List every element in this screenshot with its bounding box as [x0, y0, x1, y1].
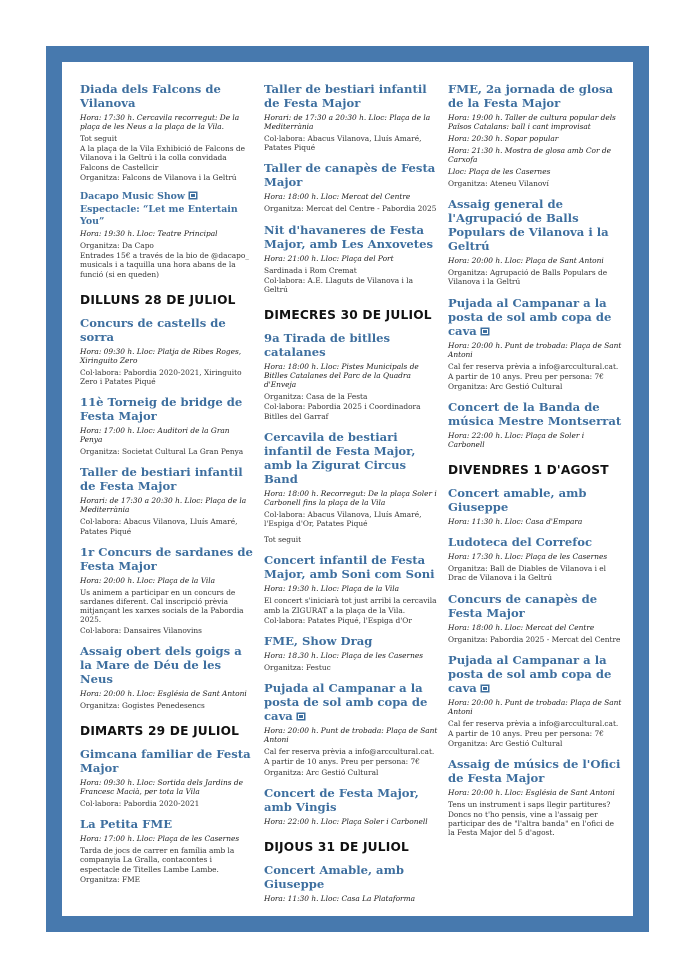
event-desc: Tot seguit — [264, 535, 302, 545]
event-desc: A partir de 10 anys. Preu per persona: 7€ — [448, 729, 604, 739]
event-title: Cercavila de bestiari infantil de Festa Major, amb la Zigurat Circus Band — [264, 429, 416, 486]
event-title-text: Pujada al Campanar a la posta de sol amb copa de cava — [264, 681, 428, 724]
event-title-text: Pujada al Campanar a la posta de sol amb copa de cava — [448, 295, 612, 338]
event-desc: Sardinada i Rom Cremat — [264, 265, 357, 275]
event-desc: Col·labora: Pabordia 2020-2021, Xiringuito Zero i Patates Piqué — [80, 367, 242, 387]
ticket-icon — [480, 684, 490, 693]
column-1 — [80, 82, 254, 893]
event — [448, 653, 622, 749]
event — [80, 465, 254, 535]
event-time: Hora: 18:00 h. Lloc: Pistes Municipals de Bitlles Catalanes del Parc de la Quadra d'Enveja — [264, 362, 419, 390]
event-desc: Cal fer reserva prèvia a info@arccultural.cat. — [448, 718, 619, 728]
event — [448, 82, 622, 188]
event-desc: Organitza: Pabordia 2025 - Mercat del Centre — [448, 634, 621, 644]
day-heading: DIMECRES 30 DE JULIOL — [264, 308, 432, 323]
event-time: Hora: 11:30 h. Lloc: Casa d'Empara — [448, 517, 583, 527]
event-title: Concurs de canapès de Festa Major — [448, 591, 598, 620]
event — [264, 430, 438, 545]
event-desc: A partir de 10 anys. Preu per persona: 7€ — [264, 757, 420, 767]
event-desc: Organitza: Societat Cultural La Gran Penya — [80, 447, 244, 457]
event-time: Hora: 18:00 h. Lloc: Mercat del Centre — [264, 192, 411, 202]
event-desc: Organitza: Gogistes Penedesencs — [80, 700, 205, 710]
event — [264, 553, 438, 625]
event-desc: Organitza: Da Capo — [80, 241, 154, 251]
event-time: Hora: 09:30 h. Lloc: Sortida dels Jardins de Francesc Macià, per tota la Vila — [80, 778, 243, 797]
event — [264, 681, 438, 777]
column-3 — [448, 82, 622, 846]
event — [264, 161, 438, 213]
event-time: Hora: 20:00 h. Lloc: Església de Sant Antoni — [80, 688, 247, 698]
event-time: Hora: 18:00 h. Recorregut: De la plaça Soler i Carbonell fins la plaça de la Vila — [264, 488, 437, 507]
column-2 — [264, 82, 438, 912]
event-desc: Tens un instrument i saps llegir partitures? Doncs no t'ho pensis, vine a l'assaig per participar des de "l'altra banda" en l'ofici de la Festa Major del 5 d'agost. — [448, 800, 615, 838]
event-time: Hora: 09:30 h. Lloc: Platja de Ribes Roges, Xiringuito Zero — [80, 346, 242, 365]
event-title: Concert Amable, amb Giuseppe — [264, 862, 404, 891]
event-desc: Tot seguit — [80, 134, 118, 143]
event-desc: Organitza: FME — [80, 874, 141, 884]
event-title: Diada dels Falcons de Vilanova — [80, 82, 221, 110]
event-desc: Col·labora: Dansaires Vilanovins — [80, 625, 202, 635]
event-desc: Col·labora: Abacus Vilanova, Lluís Amaré, Patates Piqué — [80, 517, 238, 536]
event-time: Hora: 22:00 h. Lloc: Plaça de Soler i Carbonell — [448, 431, 585, 450]
event-time: Hora: 20:00 h. Lloc: Església de Sant Antoni — [448, 788, 615, 798]
event-title: FME, Show Drag — [264, 634, 373, 649]
event-time: Hora: 17:30 h. Lloc: Plaça de les Casernes — [448, 552, 608, 562]
event-title: Assaig general de l'Agrupació de Balls Populars de Vilanova i la Geltrú — [448, 197, 609, 254]
event — [448, 757, 622, 837]
event-desc: Col·labora: Abacus Vilanova, Lluís Amaré, Patates Piqué — [264, 134, 422, 153]
event — [448, 592, 622, 644]
event-time: Hora: 17:30 h. Cercavila recorregut: De la plaça de les Neus a la plaça de la Vila. — [80, 113, 240, 131]
ticket-icon — [188, 191, 198, 200]
event-time: Hora: 20:00 h. Punt de trobada: Plaça de Sant Antoni — [448, 340, 622, 359]
event-time: Hora: 18.30 h. Lloc: Plaça de les Casernes — [264, 651, 423, 661]
event-desc: Us animem a participar en un concurs de sardanes diferent. Cal inscripció prèvia mitjançant les xarxes socials de la Pabordia 2025. — [80, 587, 244, 625]
page-frame — [46, 46, 649, 932]
event-title: La Petita FME — [80, 817, 173, 832]
event-title — [80, 191, 254, 203]
event-title: 9a Tirada de bitlles catalanes — [264, 331, 391, 360]
event — [264, 82, 438, 152]
event-title: 1r Concurs de sardanes de Festa Major — [80, 544, 253, 573]
event-title: Taller de bestiari infantil de Festa Major — [264, 82, 427, 110]
event-title — [264, 681, 438, 723]
event-desc: Cal fer reserva prèvia a info@arccultural.cat. — [448, 361, 619, 371]
event-time: Hora: 17:00 h. Lloc: Auditori de la Gran Penya — [80, 426, 230, 445]
event-time: Hora: 21:30 h. Mostra de glosa amb Cor de Carxofa — [448, 146, 611, 164]
event-time: Hora: 19:30 h. Lloc: Teatre Principal — [80, 229, 218, 239]
event-desc: Organitza: Arc Gestió Cultural — [448, 382, 563, 392]
day-heading: DIVENDRES 1 D'AGOST — [448, 463, 609, 478]
event-desc: Organitza: Festuc — [264, 663, 331, 673]
event — [80, 817, 254, 884]
event — [80, 747, 254, 808]
event-desc: Organitza: Arc Gestió Cultural — [448, 739, 563, 749]
day-heading: DIJOUS 31 DE JULIOL — [264, 839, 410, 854]
event — [264, 634, 438, 672]
event-time: Hora: 19:00 h. Taller de cultura popular dels Països Catalans: ball i cant improvisat — [448, 113, 616, 131]
event — [448, 197, 622, 286]
day-heading: DIMARTS 29 DE JULIOL — [80, 724, 240, 739]
ticket-icon — [296, 712, 306, 721]
event-desc: Col·labora: Abacus Vilanova, Lluís Amaré, l'Espiga d'Or, Patates Piqué — [264, 509, 422, 529]
event-time: Hora: 20:00 h. Punt de trobada: Plaça de Sant Antoni — [448, 697, 622, 716]
event-title: Concert de Festa Major, amb Vingis — [264, 785, 419, 814]
event-desc: Entrades 15€ a través de la bio de @dacapo_ musicals i a taquilla una hora abans de la funció (si en queden) — [80, 251, 249, 279]
event — [80, 644, 254, 710]
event-title: Taller de bestiari infantil de Festa Major — [80, 465, 243, 494]
event-title: Nit d'havaneres de Festa Major, amb Les Anxovetes — [264, 222, 434, 251]
event-title-line: Dacapo Music Show — [80, 191, 185, 203]
event-desc: El concert s'iniciarà tot just arribi la cercavila amb la ZIGURAT a la plaça de la Vila. — [264, 596, 437, 615]
event-time: Hora: 20:00 h. Lloc: Plaça de Sant Antoni — [448, 256, 604, 266]
event-desc: Col·labora: Pabordia 2025 i Coordinadora Bitlles del Garraf — [264, 402, 421, 421]
event-title: Concert de la Banda de música Mestre Montserrat — [448, 400, 622, 429]
event — [448, 400, 622, 449]
event — [448, 535, 622, 582]
event-time: Hora: 20:00 h. Punt de trobada: Plaça de Sant Antoni — [264, 726, 438, 745]
event-time: Horari: de 17:30 a 20:30 h. Lloc: Plaça de la Mediterrània — [80, 496, 247, 515]
event — [264, 786, 438, 826]
event-title — [448, 296, 622, 338]
event-time: Horari: de 17:30 a 20:30 h. Lloc: Plaça de la Mediterrània — [264, 113, 431, 131]
event — [80, 395, 254, 456]
event — [80, 191, 254, 279]
event-time: Hora: 18:00 h. Lloc: Mercat del Centre — [448, 622, 595, 632]
event-desc: Organitza: Ateneu Vilanoví — [448, 179, 549, 188]
event-title: Assaig obert dels goigs a la Mare de Déu de les Neus — [80, 643, 242, 686]
event-title: Ludoteca del Correfoc — [448, 535, 593, 550]
day-heading: DILLUNS 28 DE JULIOL — [80, 292, 236, 307]
event-title — [448, 653, 622, 695]
event-desc: Organitza: Casa de la Festa — [264, 392, 368, 402]
event — [80, 545, 254, 635]
event-title: Concurs de castells de sorra — [80, 315, 226, 344]
event-title: Concert amable, amb Giuseppe — [448, 486, 587, 515]
event-desc: Organitza: Falcons de Vilanova i la Geltrú — [80, 172, 237, 182]
event-desc: Organitza: Agrupació de Balls Populars de Vilanova i la Geltrú — [448, 268, 608, 287]
event-desc: Col·labora: Pabordia 2020-2021 — [80, 799, 200, 809]
event-desc: Organitza: Mercat del Centre - Pabordia 2025 — [264, 204, 437, 214]
ticket-icon — [480, 327, 490, 336]
event-desc: A partir de 10 anys. Preu per persona: 7€ — [448, 371, 604, 381]
event — [448, 296, 622, 392]
event-time: Hora: 21:00 h. Lloc: Plaça del Port — [264, 253, 394, 263]
event-title-text: Pujada al Campanar a la posta de sol amb copa de cava — [448, 652, 612, 695]
event — [80, 316, 254, 386]
event-desc: Col·labora: Patates Piqué, l'Espiga d'Or — [264, 615, 412, 625]
event-desc: Cal fer reserva prèvia a info@arccultural.cat. — [264, 747, 435, 757]
event — [264, 863, 438, 903]
event-title: FME, 2a jornada de glosa de la Festa Major — [448, 82, 614, 110]
event-title: Gimcana familiar de Festa Major — [80, 747, 251, 776]
event-desc: Tarda de jocs de carrer en família amb la companyia La Gralla, contacontes i espectacle de Titelles Lambe Lambe. — [80, 846, 235, 874]
event — [448, 486, 622, 526]
event-desc: Organitza: Ball de Diables de Vilanova i el Drac de Vilanova i la Geltrú — [448, 564, 607, 583]
event-title: Assaig de músics de l'Ofici de Festa Major — [448, 757, 621, 786]
event-desc: A la plaça de la Vila Exhibició de Falcons de Vilanova i la Geltrú i la colla convidada Falcons de Castellcir — [80, 144, 245, 172]
event — [80, 82, 254, 182]
event-time: Hora: 20:00 h. Lloc: Plaça de la Vila — [80, 575, 216, 585]
event — [264, 223, 438, 295]
event-time: Hora: 11:30 h. Lloc: Casa La Plataforma — [264, 893, 416, 903]
event-place: Lloc: Plaça de les Casernes — [448, 167, 551, 176]
event-time: Hora: 17:00 h. Lloc: Plaça de les Casernes — [80, 834, 240, 844]
event-title: Taller de canapès de Festa Major — [264, 161, 436, 190]
event-title: 11è Torneig de bridge de Festa Major — [80, 395, 243, 424]
event — [264, 331, 438, 421]
event-time: Hora: 19:30 h. Lloc: Plaça de la Vila — [264, 584, 400, 594]
event-desc: Col·labora: A.E. Llaguts de Vilanova i la Geltrú — [264, 275, 414, 295]
event-subtitle: Espectacle: “Let me Entertain You” — [80, 204, 238, 228]
event-desc: Organitza: Arc Gestió Cultural — [264, 767, 379, 777]
event-time: Hora: 22:00 h. Lloc: Plaça Soler i Carbonell — [264, 816, 428, 826]
event-time: Hora: 20:30 h. Sopar popular — [448, 134, 559, 143]
event-title: Concert infantil de Festa Major, amb Soni com Soni — [264, 553, 435, 582]
